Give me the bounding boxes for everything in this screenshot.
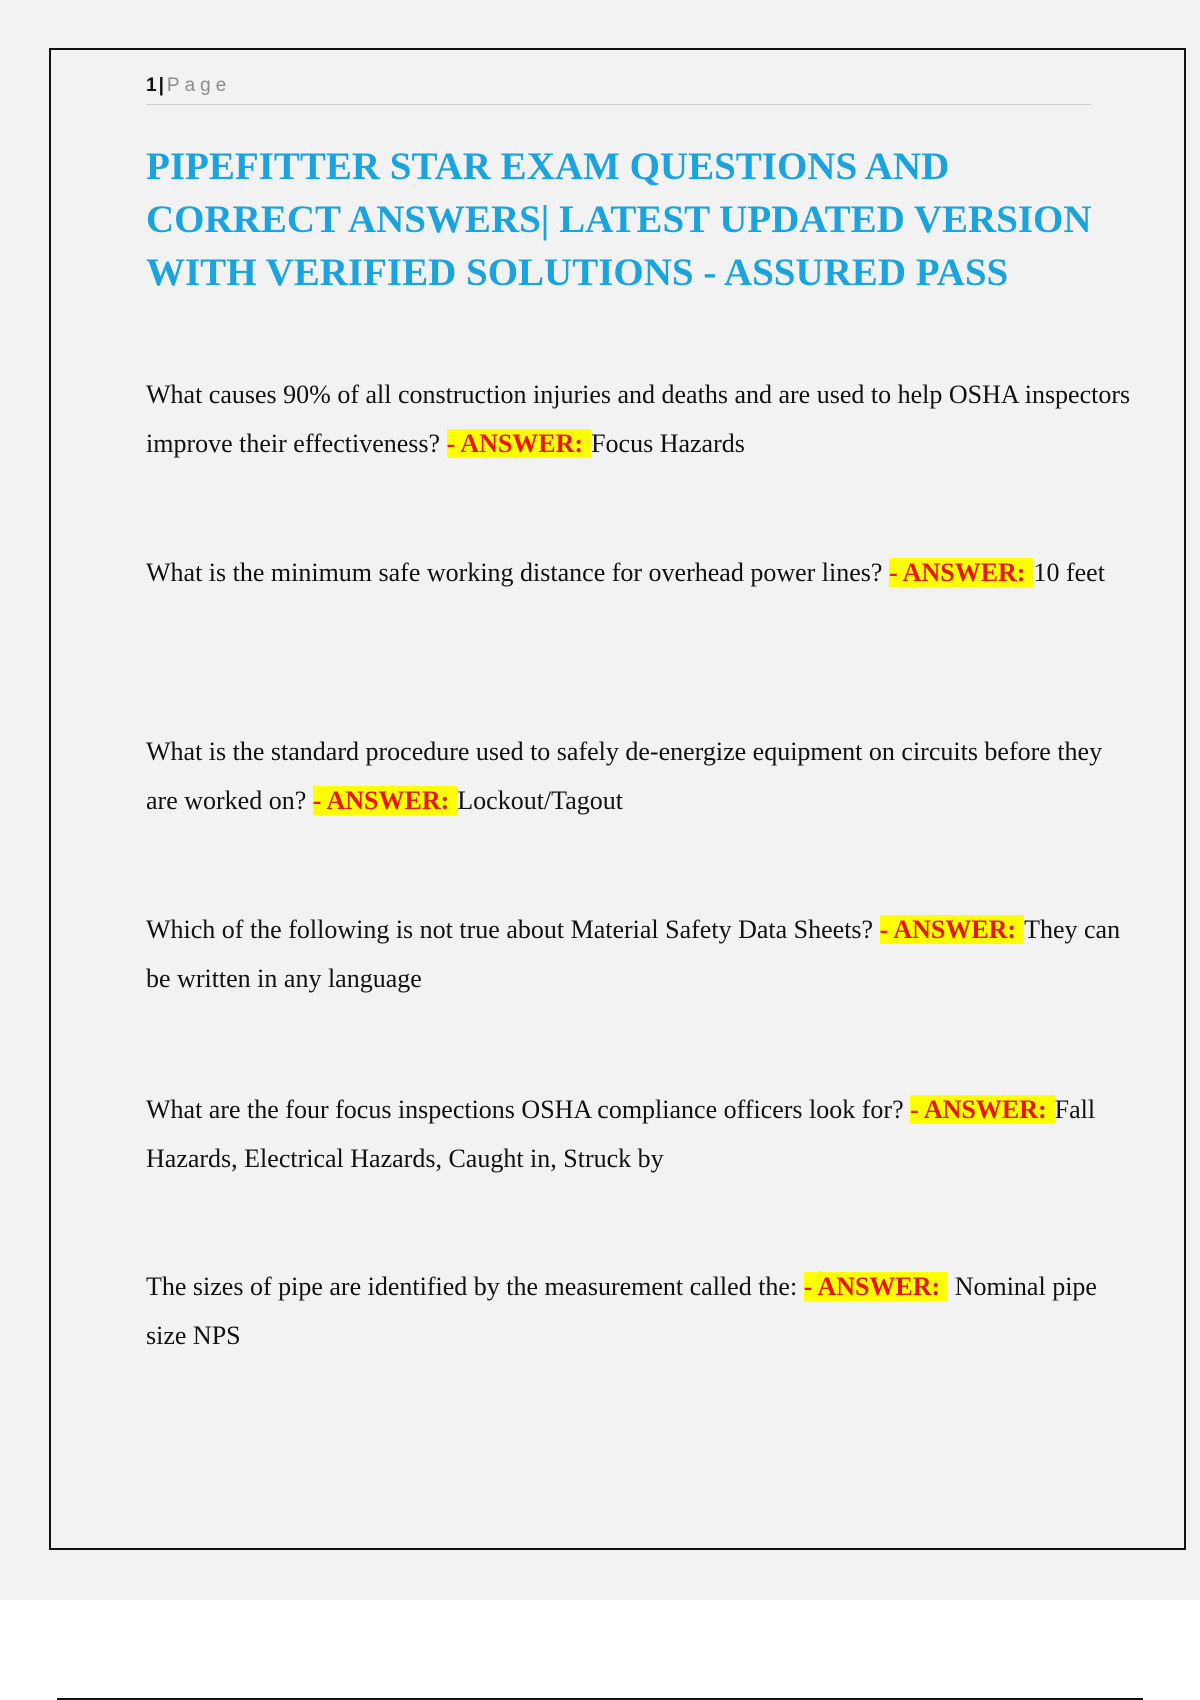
question-text: What causes 90% of all construction injuries and deaths and are used to help OSHA inspectors improve their effectiveness?: [146, 380, 1131, 458]
answer-text: Nominal pipe size NPS: [146, 1272, 1097, 1350]
page-label: Page: [166, 75, 232, 96]
answer-text: Focus Hazards: [591, 429, 745, 458]
question-text: What is the standard procedure used to safely de-energize equipment on circuits before they are worked on?: [146, 737, 1103, 815]
page-header: [146, 72, 1091, 105]
question-text: The sizes of pipe are identified by the measurement called the:: [146, 1272, 798, 1301]
qa-item-1: [146, 370, 1131, 468]
page-number: 1: [146, 75, 157, 96]
answer-text: Lockout/Tagout: [457, 786, 623, 815]
document-page: [49, 48, 1186, 1550]
qa-item-4: [146, 905, 1131, 1003]
answer-text: 10 feet: [1033, 558, 1105, 587]
document-title: PIPEFITTER STAR EXAM QUESTIONS AND CORRECT ANSWERS| LATEST UPDATED VERSION WITH VERIFIED SOLUTIONS - ASSURED PASS: [146, 145, 1092, 294]
qa-item-6: [146, 1262, 1131, 1360]
qa-item-3: [146, 727, 1131, 825]
question-text: Which of the following is not true about Material Safety Data Sheets?: [146, 915, 874, 944]
answer-label: - ANSWER:: [804, 1272, 949, 1301]
answer-label: - ANSWER:: [880, 915, 1025, 944]
page-separator: |: [158, 75, 164, 96]
answer-text: They can be written in any language: [146, 915, 1121, 993]
answer-label: - ANSWER:: [889, 558, 1034, 587]
answer-text: Fall Hazards, Electrical Hazards, Caught in, Struck by: [146, 1095, 1096, 1173]
answer-label: - ANSWER:: [910, 1095, 1055, 1124]
question-text: What are the four focus inspections OSHA compliance officers look for?: [146, 1095, 904, 1124]
question-text: What is the minimum safe working distance for overhead power lines?: [146, 558, 883, 587]
answer-label: - ANSWER:: [313, 786, 458, 815]
answer-label: - ANSWER:: [447, 429, 592, 458]
qa-item-5: [146, 1085, 1131, 1183]
qa-item-2: [146, 548, 1131, 597]
